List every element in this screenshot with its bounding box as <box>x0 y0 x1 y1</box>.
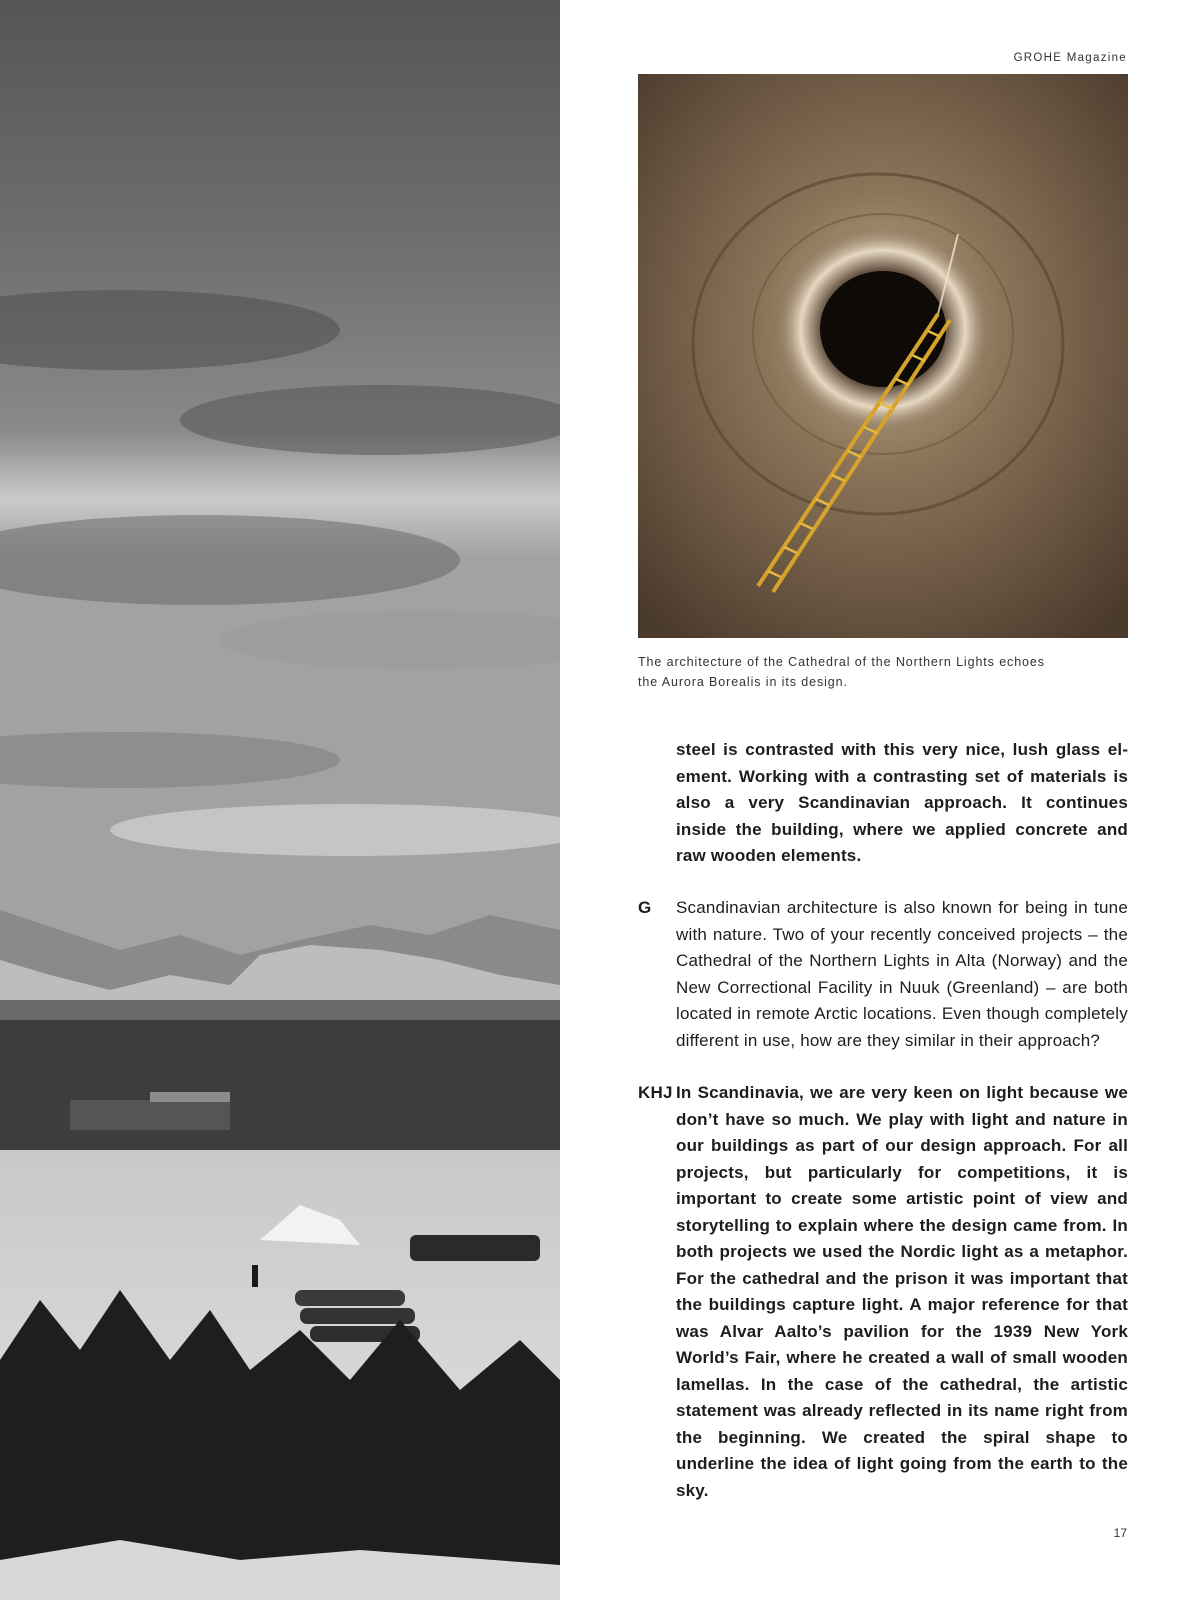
paragraph-text: Scandinavian architecture is also known for being in tune with nature. Two of your recently conceived projects – the Cathedral of the Northern Lights in Alta (Norway) and the New Correctional Facility in Nuuk (Greenland) – are both located in remote Arctic locations. Even though completely different in use, how are they similar in their approach? <box>676 898 1128 1050</box>
caption-line-1: The architecture of the Cathedral of the Northern Lights echoes <box>638 655 1045 669</box>
speaker-label-interviewer: G <box>638 898 652 917</box>
paragraph-text: steel is contrasted with this very nice, lush glass element. Working with a contrasting set of materials is also a very Scandinavian approach. It continues inside the building, where we applied concrete and raw wooden elements. <box>676 740 1128 865</box>
caption-line-2: the Aurora Borealis in its design. <box>638 675 848 689</box>
answer-paragraph-continued <box>676 737 1128 870</box>
paragraph-text: In Scandinavia, we are very keen on light because we don’t have so much. We play with light and nature in our buildings as part of our design approach. For all projects, but particularly for competitions, it is important to create some artistic point of view and storytelling to explain where the design came from. In both projects we used the Nordic light as a metaphor. For the cathedral and the prison it was important that the buildings capture light. A major reference for that was Alvar Aalto’s pavilion for the 1939 New York World’s Fair, where he created a wall of small wooden lamellas. In the case of the cathedral, the artistic statement was already reflected in its name right from the beginning. We created the spiral shape to underline the idea of light going from the earth to the sky. <box>676 1083 1128 1500</box>
answer-paragraph <box>638 1080 1128 1504</box>
photo-caption <box>638 652 1128 692</box>
page-number: 17 <box>1113 1526 1127 1540</box>
magazine-title: GROHE Magazine <box>1013 52 1127 64</box>
landscape-illustration <box>0 0 560 1600</box>
landscape-photo <box>0 0 560 1600</box>
speaker-label-interviewee: KHJ <box>638 1083 673 1102</box>
question-paragraph <box>638 895 1128 1054</box>
cathedral-spiral-illustration <box>638 74 1128 638</box>
cathedral-interior-photo <box>638 74 1128 638</box>
